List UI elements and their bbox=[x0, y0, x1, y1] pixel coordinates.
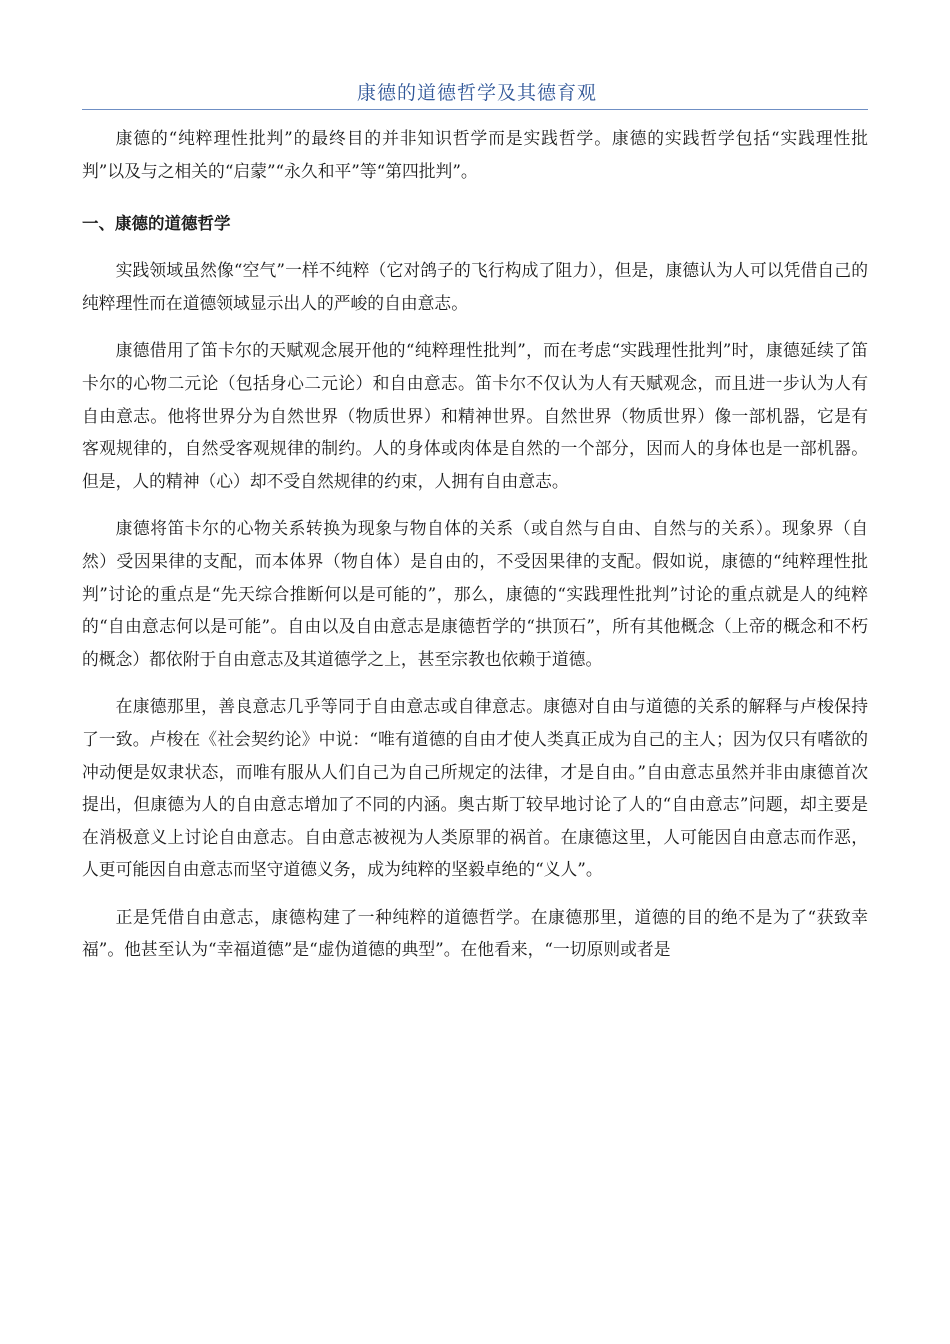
body-paragraph: 在康德那里，善良意志几乎等同于自由意志或自律意志。康德对自由与道德的关系的解释与卢梭保持了一致。卢梭在《社会契约论》中说：“唯有道德的自由才使人类真正成为自己的主人；因为仅只有嗜欲的冲动便是奴隶状态，而唯有服从人们自己为自己所规定的法律，才是自由。”自由意志虽然并非由康德首次提出，但康德为人的自由意志增加了不同的内涵。奥古斯丁较早地讨论了人的“自由意志”问题，却主要是在消极意义上讨论自由意志。自由意志被视为人类原罪的祸首。在康德这里，人可能因自由意志而作恶，人更可能因自由意志而坚守道德义务，成为纯粹的坚毅卓绝的“义人”。 bbox=[82, 696, 868, 880]
body-paragraph: 正是凭借自由意志，康德构建了一种纯粹的道德哲学。在康德那里，道德的目的绝不是为了“获致幸福”。他甚至认为“幸福道德”是“虚伪道德的典型”。在他看来，“一切原则或者是 bbox=[82, 906, 868, 960]
body-paragraph: 康德将笛卡尔的心物关系转换为现象与物自体的关系（或自然与自由、自然与的关系）。现象界（自然）受因果律的支配，而本体界（物自体）是自由的，不受因果律的支配。假如说，康德的“纯粹理性批判”讨论的重点是“先天综合推断何以是可能的”，那么，康德的“实践理性批判”讨论的重点就是人的纯粹的“自由意志何以是可能”。自由以及自由意志是康德哲学的“拱顶石”，所有其他概念（上帝的概念和不朽的概念）都依附于自由意志及其道德学之上，甚至宗教也依赖于道德。 bbox=[82, 518, 868, 669]
document-page bbox=[82, 78, 868, 966]
document-title: 康德的道德哲学及其德育观 bbox=[356, 82, 597, 104]
body-paragraph: 康德借用了笛卡尔的天赋观念展开他的“纯粹理性批判”，而在考虑“实践理性批判”时，康德延续了笛卡尔的心物二元论（包括身心二元论）和自由意志。笛卡尔不仅认为人有天赋观念，而且进一步认为人有自由意志。他将世界分为自然世界（物质世界）和精神世界。自然世界（物质世界）像一部机器，它是有客观规律的，自然受客观规律的制约。人的身体或肉体是自然的一个部分，因而人的身体也是一部机器。但是，人的精神（心）却不受自然规律的约束，人拥有自由意志。 bbox=[82, 340, 868, 491]
title-underline bbox=[82, 109, 868, 110]
body-paragraph: 实践领域虽然像“空气”一样不纯粹（它对鸽子的飞行构成了阻力），但是，康德认为人可以凭借自己的纯粹理性而在道德领域显示出人的严峻的自由意志。 bbox=[82, 260, 868, 313]
intro-paragraph: 康德的“纯粹理性批判”的最终目的并非知识哲学而是实践哲学。康德的实践哲学包括“实践理性批判”以及与之相关的“启蒙”“永久和平”等“第四批判”。 bbox=[82, 128, 868, 181]
section-heading: 一、康德的道德哲学 bbox=[82, 214, 231, 234]
